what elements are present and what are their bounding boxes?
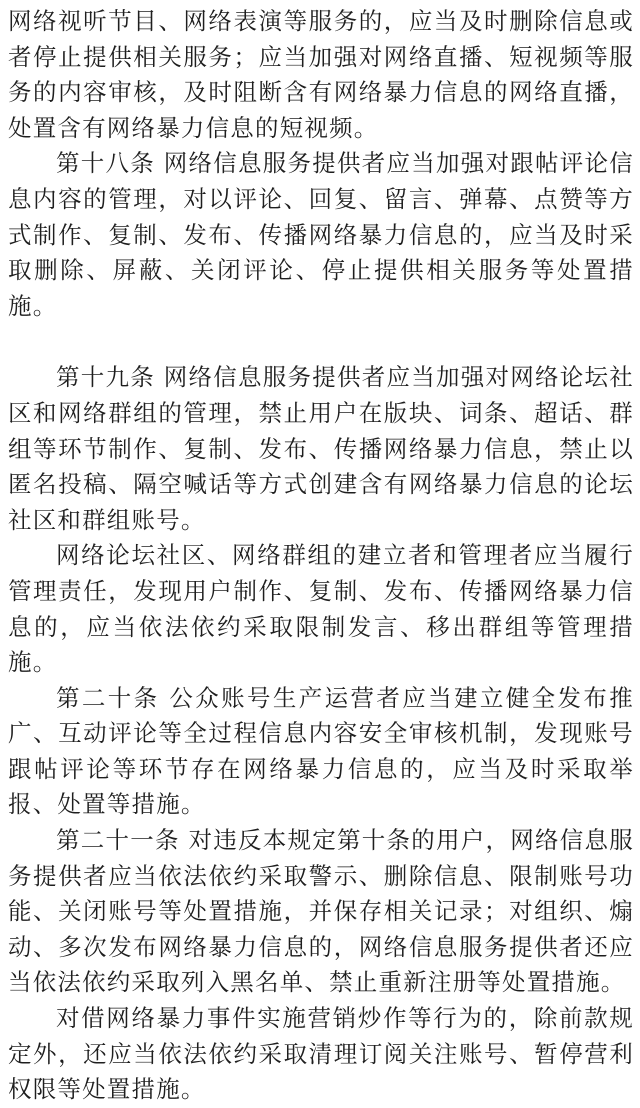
paragraph-article-19-clause-2: 网络论坛社区、网络群组的建立者和管理者应当履行管理责任，发现用户制作、复制、发布、传播网络暴力信息的，应当依法依约采取限制发言、移出群组等管理措施。 xyxy=(8,541,634,677)
paragraph-article-21: 第二十一条 对违反本规定第十条的用户，网络信息服务提供者应当依法依约采取警示、删除信息、限制账号功能、关闭账号等处置措施，并保存相关记录；对组织、煽动、多次发布网络暴力信息的，网络信息服务提供者还应当依法依约采取列入黑名单、禁止重新注册等处置措施。 xyxy=(8,826,634,997)
paragraph-gap xyxy=(8,324,634,360)
paragraph-article-18: 第十八条 网络信息服务提供者应当加强对跟帖评论信息内容的管理，对以评论、回复、留言、弹幕、点赞等方式制作、复制、发布、传播网络暴力信息的，应当及时采取删除、屏蔽、关闭评论、停止提供相关服务等处置措施。 xyxy=(8,149,634,320)
paragraph-article-19: 第十九条 网络信息服务提供者应当加强对网络论坛社区和网络群组的管理，禁止用户在版块、词条、超话、群组等环节制作、复制、发布、传播网络暴力信息，禁止以匿名投稿、隔空喊话等方式创建含有网络暴力信息的论坛社区和群组账号。 xyxy=(8,363,634,534)
paragraph-continued: 网络视听节目、网络表演等服务的，应当及时删除信息或者停止提供相关服务；应当加强对网络直播、短视频等服务的内容审核，及时阻断含有网络暴力信息的网络直播，处置含有网络暴力信息的短视频。 xyxy=(8,7,634,142)
paragraph-article-21-clause-2: 对借网络暴力事件实施营销炒作等行为的，除前款规定外，还应当依法依约采取清理订阅关注账号、暂停营利权限等处置措施。 xyxy=(8,1004,634,1104)
paragraph-article-20: 第二十条 公众账号生产运营者应当建立健全发布推广、互动评论等全过程信息内容安全审核机制，发现账号跟帖评论等环节存在网络暴力信息的，应当及时采取举报、处置等措施。 xyxy=(8,683,634,819)
